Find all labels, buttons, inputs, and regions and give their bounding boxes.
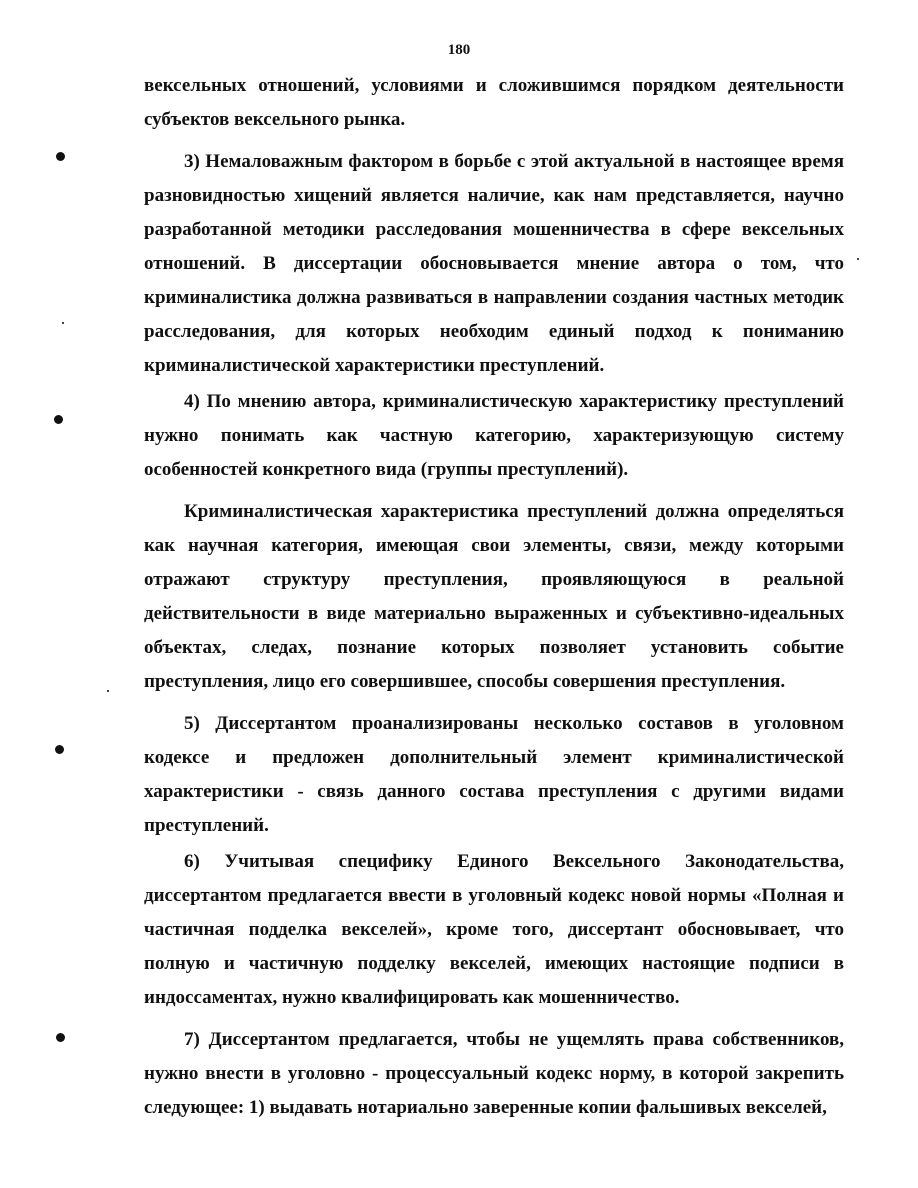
paragraph-point-6: 6) Учитывая специфику Единого Вексельного Законодательства, диссертантом предлагается ввести в уголовный кодекс новой нормы «Полная и частичная подделка векселей», кроме того, диссертант обосновывает, что полную и частичную подделку векселей, имеющих настоящие подписи в индоссаментах, нужно квалифицировать как мошенничество. [144, 851, 844, 1008]
binder-hole-mark [54, 415, 63, 424]
paragraph-continuation: вексельных отношений, условиями и сложившимся порядком деятельности субъектов вексельного рынка. [144, 75, 844, 130]
scan-speck [62, 322, 64, 324]
binder-hole-mark [56, 1033, 65, 1042]
binder-hole-mark [56, 152, 65, 161]
paragraph-point-5: 5) Диссертантом проанализированы несколько составов в уголовном кодексе и предложен дополнительный элемент криминалистической характеристики - связь данного состава преступления с другими видами преступлений. [144, 713, 844, 836]
paragraph-point-4: 4) По мнению автора, криминалистическую характеристику преступлений нужно понимать как частную категорию, характеризующую систему особенностей конкретного вида (группы преступлений). [144, 391, 844, 480]
document-body [144, 69, 844, 1125]
scan-speck [107, 690, 109, 692]
paragraph-characteristic-definition: Криминалистическая характеристика преступлений должна определяться как научная категория, имеющая свои элементы, связи, между которыми отражают структуру преступления, проявляющуюся в реальной действительности в виде материально выраженных и субъективно-идеальных объектах, следах, познание которых позволяет установить событие преступления, лицо его совершившее, способы совершения преступления. [144, 501, 844, 692]
paragraph-point-7: 7) Диссертантом предлагается, чтобы не ущемлять права собственников, нужно внести в уголовно - процессуальный кодекс норму, в которой закрепить следующее: 1) выдавать нотариально заверенные копии фальшивых векселей, [144, 1029, 844, 1118]
scan-speck [857, 258, 859, 260]
paragraph-point-3: 3) Немаловажным фактором в борьбе с этой актуальной в настоящее время разновидностью хищений является наличие, как нам представляется, научно разработанной методики расследования мошенничества в сфере вексельных отношений. В диссертации обосновывается мнение автора о том, что криминалистика должна развиваться в направлении создания частных методик расследования, для которых необходим единый подход к пониманию криминалистической характеристики преступлений. [144, 151, 844, 376]
page-number: 180 [447, 42, 471, 58]
binder-hole-mark [55, 745, 64, 754]
